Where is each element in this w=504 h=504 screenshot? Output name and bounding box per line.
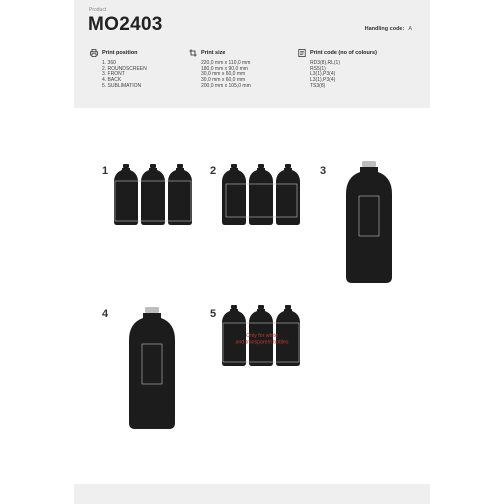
print-note-line-2: and transparent bottles (235, 339, 289, 346)
print-size-title: Print size (201, 50, 226, 56)
print-position-item: 2. ROUNDSCREEN (102, 65, 147, 72)
print-code-item: L3(1),P3(4) (310, 77, 336, 84)
print-code-item: TS3(8) (310, 82, 326, 89)
footer-bar (74, 484, 430, 504)
print-code-item: RD3(8),RL(1) (310, 60, 341, 66)
position-2-illustration (220, 163, 304, 226)
bottle-image (346, 161, 392, 283)
bottle-image (222, 164, 246, 225)
print-position-item: 4. BACK (102, 77, 122, 84)
handling-code-label: Handling code: (364, 26, 405, 32)
print-size-item: 30,0 mm x 60,0 mm (201, 71, 246, 78)
print-size-item: 180,0 mm x 90,0 mm (201, 65, 248, 72)
product-label: Product (89, 7, 107, 13)
crop-icon (189, 49, 197, 57)
print-position-item: 3. FRONT (102, 71, 125, 78)
bottle-image (222, 305, 246, 366)
print-note-line-1: Only for white (246, 333, 278, 339)
print-size-item: 200,0 mm x 105,0 mm (201, 82, 251, 89)
print-position-title: Print position (102, 50, 138, 56)
bottle-image (141, 164, 165, 225)
print-size-item: 220,0 mm x 110,0 mm (201, 60, 251, 66)
position-number-4: 4 (102, 308, 109, 320)
bottle-image (114, 164, 138, 225)
printer-icon (90, 49, 98, 57)
position-number-3: 3 (320, 165, 327, 177)
print-position-item: 1. 360 (102, 60, 116, 66)
print-position-column (90, 48, 147, 90)
product-code: MO2403 (88, 14, 163, 35)
document-icon (298, 49, 306, 57)
bottle-image (276, 164, 300, 225)
position-3-illustration (344, 160, 394, 284)
bottle-image (249, 164, 273, 225)
print-code-item: L3(1),P3(4) (310, 71, 336, 78)
print-position-item: 5. SUBLIMATION (102, 82, 142, 89)
bottle-image (129, 307, 175, 429)
bottle-image (276, 305, 300, 366)
bottle-image (168, 164, 192, 225)
print-code-item: RS5(1) (310, 65, 326, 72)
position-1-illustration (112, 163, 196, 226)
print-size-column (189, 48, 251, 90)
handling-code-value: A (408, 26, 412, 32)
position-number-2: 2 (210, 165, 217, 177)
position-4-illustration (127, 306, 177, 430)
handling-code (365, 26, 412, 32)
print-code-column (298, 48, 377, 90)
print-code-title: Print code (no of colours) (310, 50, 377, 56)
position-5-illustration (220, 304, 304, 367)
position-number-1: 1 (102, 165, 109, 177)
print-size-item: 30,0 mm x 60,0 mm (201, 77, 246, 84)
position-number-5: 5 (210, 308, 217, 320)
